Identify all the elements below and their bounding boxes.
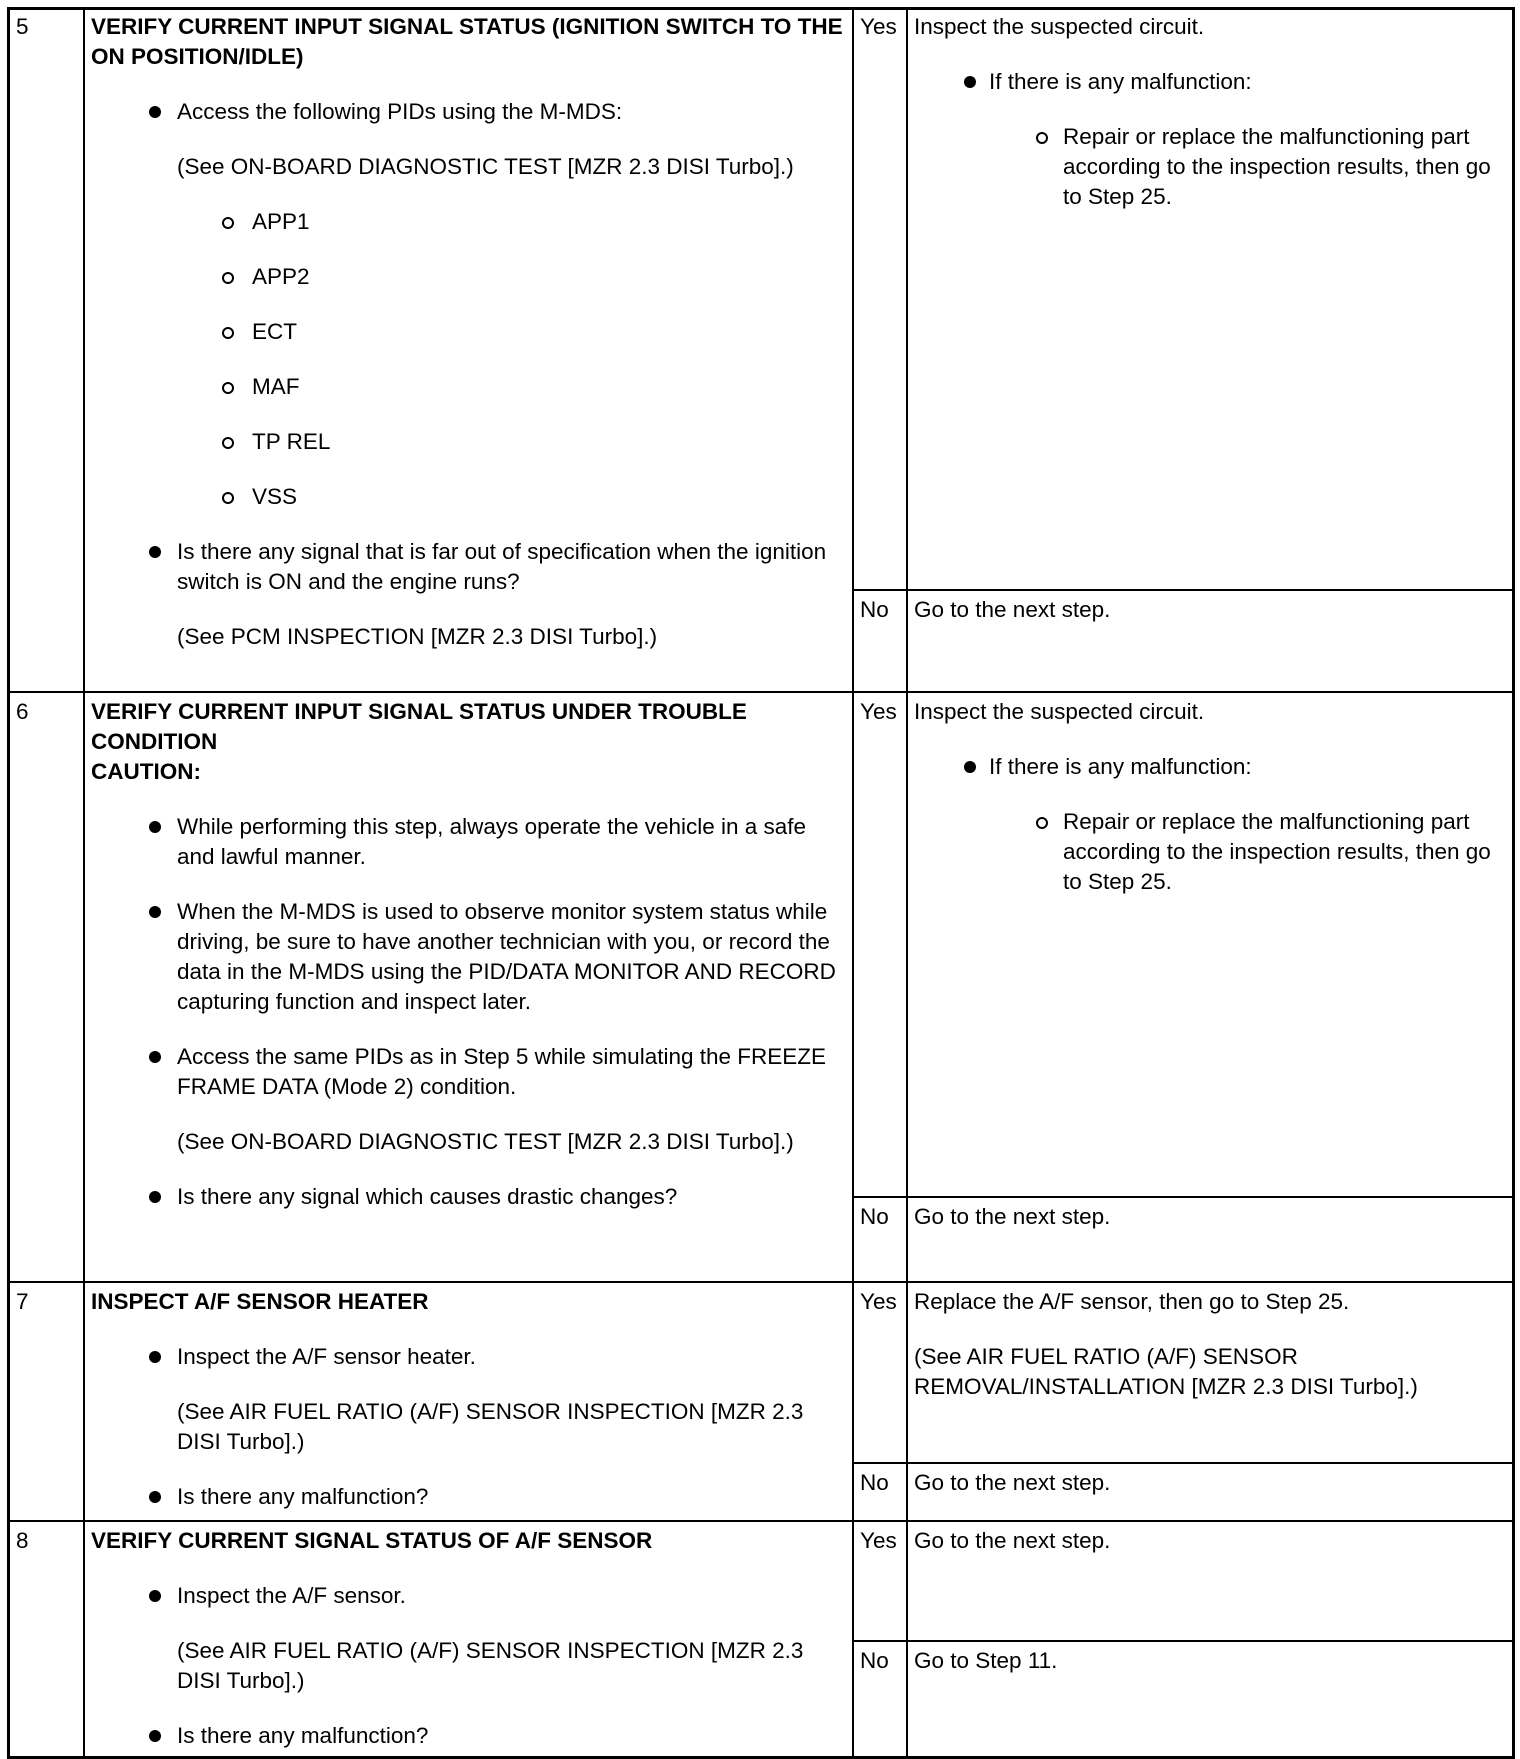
step-title: VERIFY CURRENT INPUT SIGNAL STATUS UNDER TROUBLE CONDITION	[91, 699, 747, 754]
reference-text: (See PCM INSPECTION [MZR 2.3 DISI Turbo].)	[177, 624, 658, 649]
bullet-item: Is there any malfunction?	[91, 1482, 846, 1512]
result-column	[908, 693, 1512, 1281]
result-text: Inspect the suspected circuit.	[914, 699, 1205, 724]
step-title: VERIFY CURRENT INPUT SIGNAL STATUS (IGNITION SWITCH TO THE ON POSITION/IDLE)	[91, 14, 843, 69]
yes-no-column	[854, 1522, 908, 1756]
bullet-item: Inspect the A/F sensor heater.	[91, 1342, 846, 1372]
step-title: VERIFY CURRENT SIGNAL STATUS OF A/F SENSOR	[91, 1528, 653, 1553]
reference-text: (See ON-BOARD DIAGNOSTIC TEST [MZR 2.3 DISI Turbo].)	[177, 1129, 794, 1154]
step-title: INSPECT A/F SENSOR HEATER	[91, 1289, 429, 1314]
no-label: No	[854, 1462, 906, 1520]
no-result	[908, 589, 1512, 691]
sub-bullet-item: ECT	[91, 317, 846, 347]
step-row-8	[7, 1520, 1512, 1756]
step-row-5	[7, 8, 1512, 691]
result-text: Inspect the suspected circuit.	[914, 14, 1205, 39]
bullet-item: If there is any malfunction:	[914, 752, 1506, 782]
step-description	[85, 693, 854, 1281]
bullet-item: If there is any malfunction:	[914, 67, 1506, 97]
step-number: 7	[10, 1283, 85, 1520]
step-description	[85, 1522, 854, 1756]
result-text: Go to the next step.	[914, 1528, 1111, 1553]
yes-label: Yes	[860, 699, 897, 724]
yes-no-column	[854, 8, 908, 691]
result-text: Replace the A/F sensor, then go to Step 25.	[914, 1289, 1350, 1314]
result-text: Go to the next step.	[914, 597, 1111, 622]
sub-bullet-item: MAF	[91, 372, 846, 402]
sub-bullet-item: APP1	[91, 207, 846, 237]
yes-label: Yes	[860, 14, 897, 39]
yes-result	[908, 693, 1512, 1196]
bullet-item: Inspect the A/F sensor.	[91, 1581, 846, 1611]
no-result	[908, 1196, 1512, 1281]
step-row-6	[7, 691, 1512, 1281]
step-row-7	[7, 1281, 1512, 1520]
reference-text: (See AIR FUEL RATIO (A/F) SENSOR REMOVAL/INSTALLATION [MZR 2.3 DISI Turbo].)	[914, 1344, 1418, 1399]
step-number: 5	[10, 8, 85, 691]
bullet-item: Access the same PIDs as in Step 5 while simulating the FREEZE FRAME DATA (Mode 2) condition.	[91, 1042, 846, 1102]
bullet-item: While performing this step, always operate the vehicle in a safe and lawful manner.	[91, 812, 846, 872]
yes-label: Yes	[860, 1289, 897, 1314]
sub-bullet-item: VSS	[91, 482, 846, 512]
result-text: Go to the next step.	[914, 1470, 1111, 1495]
yes-result	[908, 1283, 1512, 1462]
yes-no-column	[854, 1283, 908, 1520]
yes-label: Yes	[860, 1528, 897, 1553]
no-label: No	[854, 589, 906, 691]
sub-bullet-item: TP REL	[91, 427, 846, 457]
sub-bullet-item: Repair or replace the malfunctioning part according to the inspection results, then go to Step 25.	[914, 807, 1506, 897]
no-result	[908, 1462, 1512, 1520]
step-number: 6	[10, 693, 85, 1281]
result-text: Go to the next step.	[914, 1204, 1111, 1229]
bullet-item: Is there any malfunction?	[91, 1721, 846, 1751]
no-label: No	[854, 1640, 906, 1756]
yes-result	[908, 1522, 1512, 1640]
sub-bullet-item: APP2	[91, 262, 846, 292]
result-column	[908, 1522, 1512, 1756]
yes-result	[908, 8, 1512, 589]
reference-text: (See AIR FUEL RATIO (A/F) SENSOR INSPECTION [MZR 2.3 DISI Turbo].)	[177, 1399, 804, 1454]
reference-text: (See ON-BOARD DIAGNOSTIC TEST [MZR 2.3 DISI Turbo].)	[177, 154, 794, 179]
step-description	[85, 8, 854, 691]
bullet-item: Is there any signal which causes drastic changes?	[91, 1182, 846, 1212]
bullet-item: When the M-MDS is used to observe monitor system status while driving, be sure to have another technician with you, or record the data in the M-MDS using the PID/DATA MONITOR AND RECORD capturing function and inspect later.	[91, 897, 846, 1017]
step-description	[85, 1283, 854, 1520]
bullet-item: Access the following PIDs using the M-MDS:	[91, 97, 846, 127]
result-column	[908, 1283, 1512, 1520]
result-column	[908, 8, 1512, 691]
bullet-item: Is there any signal that is far out of specification when the ignition switch is ON and the engine runs?	[91, 537, 846, 597]
reference-text: (See AIR FUEL RATIO (A/F) SENSOR INSPECTION [MZR 2.3 DISI Turbo].)	[177, 1638, 804, 1693]
no-result	[908, 1640, 1512, 1756]
no-label: No	[854, 1196, 906, 1281]
result-text: Go to Step 11.	[914, 1648, 1058, 1673]
step-title: CAUTION:	[91, 759, 201, 784]
sub-bullet-item: Repair or replace the malfunctioning part according to the inspection results, then go to Step 25.	[914, 122, 1506, 212]
yes-no-column	[854, 693, 908, 1281]
step-number: 8	[10, 1522, 85, 1756]
